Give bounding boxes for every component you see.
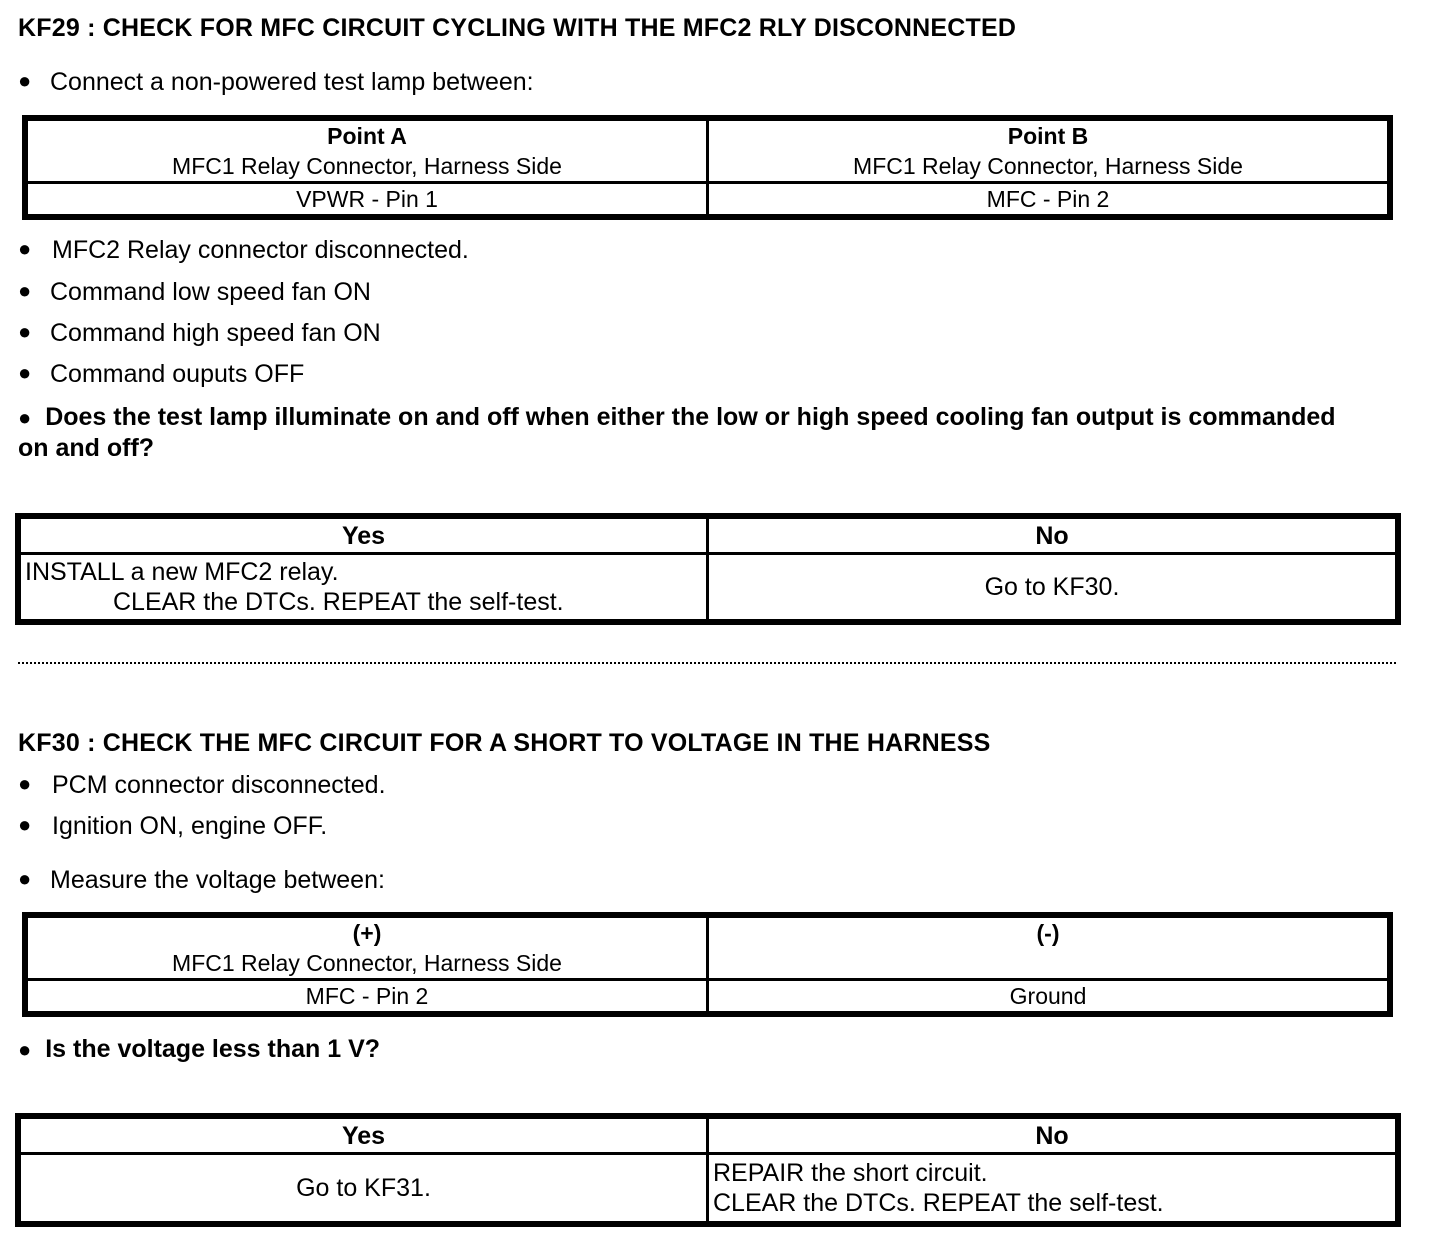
negative-value: Ground <box>708 980 1389 1013</box>
negative-title: (-) <box>1036 920 1060 946</box>
section-divider <box>18 662 1396 664</box>
no-header: No <box>708 1118 1397 1154</box>
positive-value: MFC - Pin 2 <box>27 980 708 1013</box>
yes-action-line1: INSTALL a new MFC2 relay. <box>25 558 339 586</box>
bullet-text: MFC2 Relay connector disconnected. <box>52 236 469 264</box>
point-b-subtitle: MFC1 Relay Connector, Harness Side <box>853 153 1243 179</box>
bullet-text: Command high speed fan ON <box>50 319 381 347</box>
kf29-step-4 <box>18 360 818 392</box>
kf29-step-1 <box>18 236 818 268</box>
kf30-question <box>18 1034 1348 1065</box>
positive-subtitle: MFC1 Relay Connector, Harness Side <box>172 950 562 976</box>
kf30-measure-bullet <box>18 866 818 898</box>
table-header-row <box>20 518 1397 554</box>
bullet-icon: ● <box>18 812 32 837</box>
kf29-step-3 <box>18 319 818 351</box>
question-text: Does the test lamp illuminate on and off when either the low or high speed cooling fan output is commanded on and off? <box>18 403 1336 462</box>
bullet-text: Command ouputs OFF <box>50 360 305 388</box>
bullet-icon: ● <box>18 405 32 430</box>
kf30-voltage-table <box>25 915 1390 1014</box>
kf30-heading: KF30 : CHECK THE MFC CIRCUIT FOR A SHORT TO VOLTAGE IN THE HARNESS <box>18 729 991 757</box>
kf30-result-table <box>18 1116 1398 1224</box>
no-action-line2: CLEAR the DTCs. REPEAT the self-test. <box>713 1189 1164 1217</box>
point-b-value: MFC - Pin 2 <box>708 183 1389 216</box>
table-header-row <box>27 917 1389 980</box>
bullet-icon: ● <box>18 771 32 796</box>
table-row <box>27 980 1389 1013</box>
yes-header: Yes <box>20 1118 708 1154</box>
yes-action: Go to KF31. <box>20 1154 708 1223</box>
bullet-icon: ● <box>18 866 32 891</box>
bullet-icon: ● <box>18 236 32 261</box>
point-b-title: Point B <box>1007 123 1089 149</box>
bullet-text: Connect a non-powered test lamp between: <box>50 68 534 96</box>
yes-header: Yes <box>20 518 708 554</box>
bullet-icon: ● <box>18 319 32 344</box>
positive-header <box>27 917 708 980</box>
bullet-text: Command low speed fan ON <box>50 278 371 306</box>
no-header: No <box>708 518 1397 554</box>
yes-action-line2: CLEAR the DTCs. REPEAT the self-test. <box>113 588 564 616</box>
bullet-text: Ignition ON, engine OFF. <box>52 812 328 840</box>
point-a-title: Point A <box>327 123 407 149</box>
bullet-text: Measure the voltage between: <box>50 866 385 894</box>
kf29-test-lamp-table <box>25 118 1390 217</box>
kf30-step-2 <box>18 812 818 844</box>
kf29-connect-bullet <box>18 68 818 100</box>
bullet-icon: ● <box>18 360 32 385</box>
table-row <box>27 183 1389 216</box>
positive-title: (+) <box>352 920 382 946</box>
kf29-result-table <box>18 516 1398 622</box>
bullet-icon: ● <box>18 68 32 93</box>
question-text: Is the voltage less than 1 V? <box>45 1035 381 1063</box>
bullet-icon: ● <box>18 278 32 303</box>
kf29-step-2 <box>18 278 818 310</box>
point-a-value: VPWR - Pin 1 <box>27 183 708 216</box>
point-a-subtitle: MFC1 Relay Connector, Harness Side <box>172 153 562 179</box>
yes-action <box>20 554 708 621</box>
kf29-heading: KF29 : CHECK FOR MFC CIRCUIT CYCLING WITH THE MFC2 RLY DISCONNECTED <box>18 14 1017 42</box>
kf30-step-1 <box>18 771 818 803</box>
bullet-icon: ● <box>18 1037 32 1062</box>
table-row <box>20 554 1397 621</box>
table-header-row <box>27 120 1389 183</box>
kf29-question <box>18 402 1348 464</box>
no-action-line1: REPAIR the short circuit. <box>713 1159 988 1187</box>
no-action <box>708 1154 1397 1223</box>
negative-header <box>708 917 1389 980</box>
bullet-text: PCM connector disconnected. <box>52 771 386 799</box>
table-row <box>20 1154 1397 1223</box>
point-a-header <box>27 120 708 183</box>
point-b-header <box>708 120 1389 183</box>
no-action: Go to KF30. <box>708 554 1397 621</box>
table-header-row <box>20 1118 1397 1154</box>
